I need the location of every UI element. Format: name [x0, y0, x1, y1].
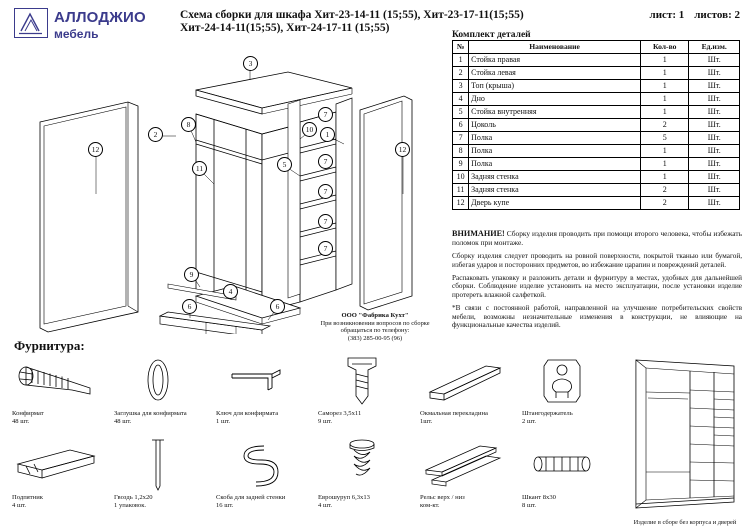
- cell-qty: 1: [640, 158, 689, 171]
- hardware-item-rail-vertical: [420, 436, 508, 509]
- final-assembly: [628, 352, 742, 526]
- cell-qty: 1: [640, 67, 689, 80]
- cell-num: 1: [453, 54, 469, 67]
- hardware-item-nail-1-2x20: [114, 436, 202, 509]
- cell-num: 6: [453, 119, 469, 132]
- cell-num: 4: [453, 93, 469, 106]
- parts-table-caption: Комплект деталей: [452, 30, 531, 40]
- hardware-qty: ком-кт.: [420, 501, 440, 509]
- shelf-support-icon: [12, 436, 100, 494]
- warning-block: [452, 230, 742, 334]
- warning-paragraph-3: *В связи с постоянной работой, направленной на улучшение потребительских свойств мебели, возможны незначительные изменения в конструкции, не влияющие на функциональные качества изделий.: [452, 304, 742, 330]
- brand-subtitle: мебель: [54, 27, 99, 41]
- table-row: [453, 106, 740, 119]
- cell-num: 3: [453, 80, 469, 93]
- hardware-item-confirmat: [12, 352, 100, 425]
- cell-num: 9: [453, 158, 469, 171]
- cell-name: Полка: [469, 132, 641, 145]
- cell-qty: 1: [640, 80, 689, 93]
- table-row: [453, 184, 740, 197]
- warning-paragraph-2: Распаковать упаковку и разложить детали и фурнитуру в местах, удобных для дальнейшей сборки. Соблюдение изделие установить на место эксплуатации, после установки изделие протереть влажной салфеткой.: [452, 274, 742, 299]
- callout-bubble: 3: [243, 56, 258, 71]
- hardware-label: Еврошуруп 6,3х13: [318, 494, 370, 501]
- cell-num: 7: [453, 132, 469, 145]
- hardware-label: Скоба для задней стенки: [216, 494, 286, 501]
- cell-qty: 2: [640, 184, 689, 197]
- cell-unit: Шт.: [689, 132, 740, 145]
- callout-bubble: 5: [277, 157, 292, 172]
- table-row: [453, 80, 740, 93]
- hardware-section-title: Фурнитура:: [14, 338, 85, 353]
- cell-name: Полка: [469, 158, 641, 171]
- cell-name: Дно: [469, 93, 641, 106]
- table-row: [453, 197, 740, 210]
- hardware-item-euro-screw-6-3x13: [318, 436, 406, 509]
- table-row: [453, 171, 740, 184]
- cell-unit: Шт.: [689, 184, 740, 197]
- cell-name: Дверь купе: [469, 197, 641, 210]
- brand-logo: [14, 8, 174, 44]
- sheet-counter: [620, 9, 740, 21]
- cell-qty: 2: [640, 119, 689, 132]
- cell-name: Стойка левая: [469, 67, 641, 80]
- col-number: №: [453, 41, 469, 54]
- rail-icon: [420, 436, 508, 494]
- hardware-qty: 1шт.: [420, 417, 433, 425]
- logo-mark-icon: [14, 8, 48, 38]
- assembly-drawing: [0, 44, 446, 334]
- callout-bubble: 8: [181, 117, 196, 132]
- cell-unit: Шт.: [689, 106, 740, 119]
- hardware-item-shelf-support: [12, 436, 100, 509]
- hardware-label: Шкант 8х30: [522, 494, 556, 501]
- callout-bubble: 10: [302, 122, 317, 137]
- page-title: [180, 9, 610, 35]
- euro-screw-icon: [318, 436, 406, 494]
- hardware-label: Саморез 3,5х11: [318, 410, 362, 417]
- callout-bubble: 7: [318, 184, 333, 199]
- callout-bubble: 1: [320, 127, 335, 142]
- cell-unit: Шт.: [689, 93, 740, 106]
- hardware-qty: 4 шт.: [318, 501, 333, 509]
- cell-num: 10: [453, 171, 469, 184]
- cell-num: 11: [453, 184, 469, 197]
- cell-unit: Шт.: [689, 145, 740, 158]
- hardware-item-dowel-holder: [522, 352, 610, 425]
- factory-phone: (383) 285-00-95 (96): [347, 334, 403, 342]
- table-row: [453, 145, 740, 158]
- factory-note-1: При возникновении вопросов по сборке: [320, 319, 430, 327]
- hardware-qty: 4 шт.: [12, 501, 27, 509]
- title-line-1: Схема сборки для шкафа Хит-23-14-11 (15;55), Хит-23-17-11(15;55): [180, 9, 524, 21]
- cell-qty: 5: [640, 132, 689, 145]
- callout-bubble: 4: [223, 284, 238, 299]
- hardware-grid: [8, 352, 628, 522]
- cell-unit: Шт.: [689, 158, 740, 171]
- hardware-label: Конфирмат: [12, 410, 44, 417]
- hardware-item-handle-rail: [420, 352, 508, 425]
- callout-bubble: 9: [184, 267, 199, 282]
- sheets-value: 2: [734, 9, 740, 21]
- cell-name: Топ (крыша): [469, 80, 641, 93]
- callout-bubble: 7: [318, 107, 333, 122]
- nail-icon: [114, 436, 202, 494]
- hardware-label: Штангодержатель: [522, 410, 573, 417]
- callout-bubble: 2: [148, 127, 163, 142]
- callout-bubble: 6: [270, 299, 285, 314]
- cell-name: Стойка правая: [469, 54, 641, 67]
- title-line-2: Хит-24-14-11(15;55), Хит-24-17-11 (15;55): [180, 22, 390, 34]
- cell-name: Задняя стенка: [469, 171, 641, 184]
- screw-icon: [318, 352, 406, 410]
- hardware-qty: 9 шт.: [318, 417, 333, 425]
- hardware-qty: 1 шт.: [216, 417, 231, 425]
- dowel-icon: [522, 436, 610, 494]
- hardware-label: Заглушка для конфирмата: [114, 410, 187, 417]
- hardware-label: Окмальная перекладина: [420, 410, 488, 417]
- table-row: [453, 119, 740, 132]
- hardware-qty: 8 шт.: [522, 501, 537, 509]
- handle-icon: [420, 352, 508, 410]
- hardware-item-dowel-8x30: [522, 436, 610, 509]
- cell-qty: 1: [640, 171, 689, 184]
- cell-qty: 2: [640, 197, 689, 210]
- cap-icon: [114, 352, 202, 410]
- warning-paragraph-1: Сборку изделия следует проводить на ровной поверхности, покрытой тканью или бумагой, избегая ударов и посторонних предметов, во избежание царапин и повреждений деталей.: [452, 252, 742, 269]
- hardware-qty: 16 шт.: [216, 501, 234, 509]
- hardware-qty: 48 шт.: [114, 417, 132, 425]
- cell-name: Цоколь: [469, 119, 641, 132]
- hardware-qty: 1 упаковок.: [114, 501, 147, 509]
- cell-unit: Шт.: [689, 54, 740, 67]
- hardware-item-screw-3-5x11: [318, 352, 406, 425]
- cell-name: Задняя стенка: [469, 184, 641, 197]
- parts-table: [452, 40, 740, 210]
- callout-bubble: 7: [318, 214, 333, 229]
- hardware-qty: 48 шт.: [12, 417, 30, 425]
- hardware-item-confirmat-key: [216, 352, 304, 425]
- table-header-row: [453, 41, 740, 54]
- sheets-label: листов:: [694, 9, 732, 21]
- cell-num: 2: [453, 67, 469, 80]
- callout-bubble: 6: [182, 299, 197, 314]
- cell-num: 5: [453, 106, 469, 119]
- factory-contact: [300, 312, 450, 342]
- hex-key-icon: [216, 352, 304, 410]
- col-qty: Кол-во: [640, 41, 689, 54]
- clip-icon: [216, 436, 304, 494]
- hardware-label: Подпятник: [12, 494, 43, 501]
- cell-unit: Шт.: [689, 171, 740, 184]
- callout-bubble: 11: [192, 161, 207, 176]
- cell-name: Полка: [469, 145, 641, 158]
- final-assembly-icon: [628, 352, 742, 512]
- sheet-label: лист:: [649, 9, 677, 21]
- table-row: [453, 67, 740, 80]
- hook-icon: [522, 352, 610, 410]
- cell-unit: Шт.: [689, 119, 740, 132]
- callout-bubble: 12: [88, 142, 103, 157]
- table-row: [453, 158, 740, 171]
- hardware-qty: 2 шт.: [522, 417, 537, 425]
- table-row: [453, 132, 740, 145]
- brand-name: АЛЛОДЖИО: [54, 9, 146, 26]
- warning-heading-text: Сборку изделия проводить при помощи второго человека, чтобы избежать поломок при монтаже.: [452, 229, 742, 247]
- factory-name: ООО "Фабрика Кухт": [341, 312, 409, 319]
- cell-qty: 1: [640, 145, 689, 158]
- hardware-label: Гвоздь 1,2х20: [114, 494, 153, 501]
- cell-num: 8: [453, 145, 469, 158]
- final-assembly-caption: Изделие в сборе без корпуса и дверей: [633, 519, 737, 526]
- callout-bubble: 7: [318, 241, 333, 256]
- col-name: Наименование: [469, 41, 641, 54]
- cell-qty: 1: [640, 106, 689, 119]
- warning-heading: ВНИМАНИЕ!: [452, 229, 505, 238]
- callout-bubble: 12: [395, 142, 410, 157]
- cell-name: Стойка внутренняя: [469, 106, 641, 119]
- hardware-item-back-wall-clip: [216, 436, 304, 509]
- cell-num: 12: [453, 197, 469, 210]
- cell-unit: Шт.: [689, 197, 740, 210]
- sheet-value: 1: [678, 9, 685, 21]
- cell-unit: Шт.: [689, 67, 740, 80]
- hardware-item-confirmat-cap: [114, 352, 202, 425]
- cell-qty: 1: [640, 54, 689, 67]
- factory-note-2: обращаться по телефону:: [340, 327, 410, 335]
- table-row: [453, 54, 740, 67]
- cell-unit: Шт.: [689, 80, 740, 93]
- cell-qty: 1: [640, 93, 689, 106]
- hardware-label: Рельс верх / низ: [420, 494, 465, 501]
- screw-confirmat-icon: [12, 352, 100, 410]
- callout-bubble: 7: [318, 154, 333, 169]
- hardware-label: Ключ для конфирмата: [216, 410, 279, 417]
- table-row: [453, 93, 740, 106]
- col-unit: Ед.изм.: [689, 41, 740, 54]
